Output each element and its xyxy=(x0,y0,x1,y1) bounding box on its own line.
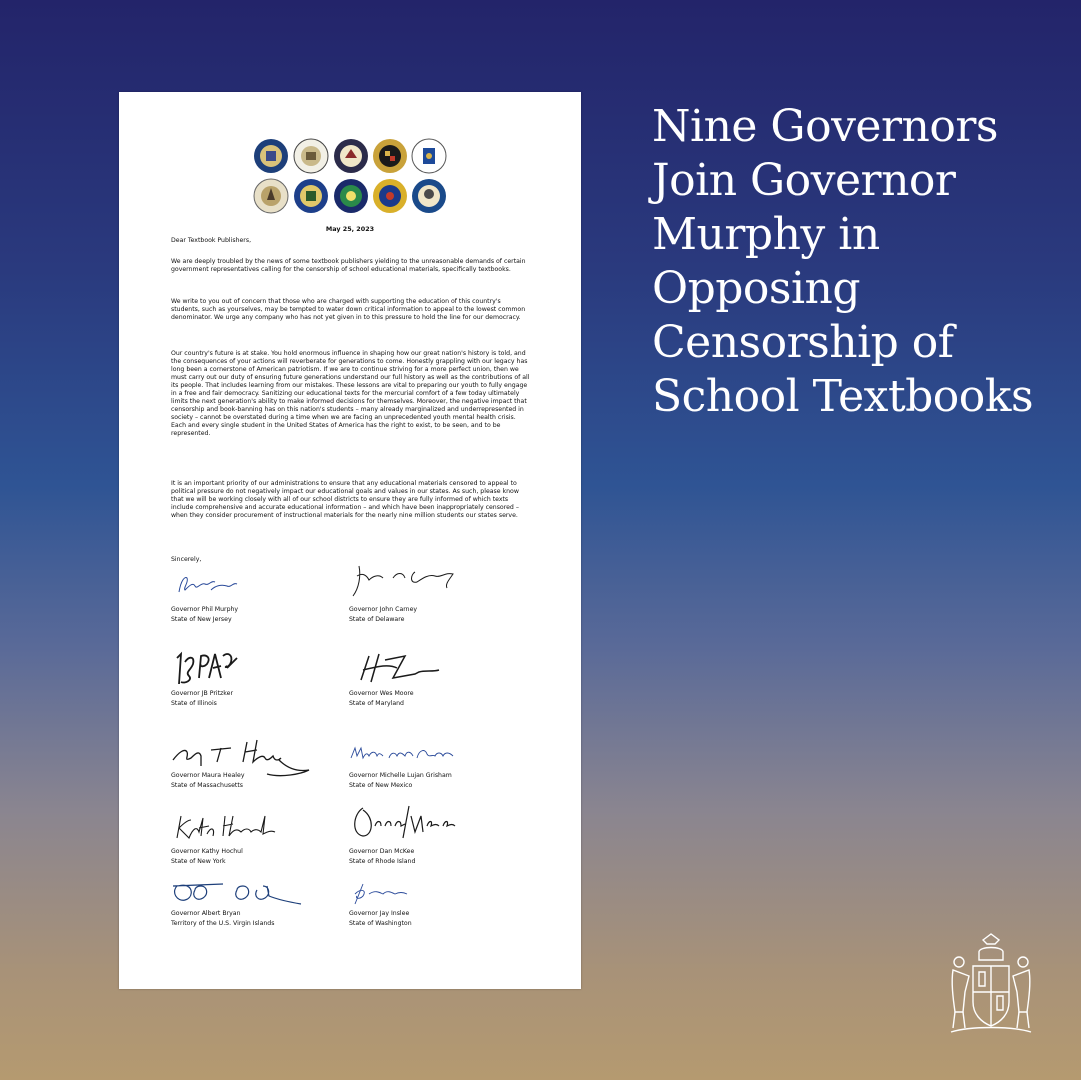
state-seals xyxy=(253,138,447,216)
closing: Sincerely, xyxy=(171,556,202,563)
signatory-state: Territory of the U.S. Virgin Islands xyxy=(171,920,275,927)
signature-pritzker xyxy=(171,648,251,688)
signatory-state: State of Rhode Island xyxy=(349,858,416,865)
signatory-name: Governor Michelle Lujan Grisham xyxy=(349,772,452,779)
signatory-name: Governor JB Pritzker xyxy=(171,690,234,697)
salutation: Dear Textbook Publishers, xyxy=(171,237,252,244)
signatory-state: State of Massachusetts xyxy=(171,782,243,789)
headline: Nine Governors Join Governor Murphy in Opposing Censorship of School Textbooks xyxy=(652,101,1034,422)
signatory-name: Governor Dan McKee xyxy=(349,848,415,855)
signatory-name: Governor Wes Moore xyxy=(349,690,414,697)
massachusetts-seal-icon xyxy=(412,139,446,173)
paragraph-4: It is an important priority of our administrations to ensure that any educational materials censored to appeal to political pressure do not negatively impact our educational goals and values in our states. As such, please know that we will be working closely with all of our school districts to ensure they are fully informed of which texts include comprehensive and accurate educational information – and which have been inappropriately censored – when they consider procurement of instructional materials for the nearly nine million students our states serve. xyxy=(171,480,519,519)
signatory-state: State of Maryland xyxy=(349,700,404,707)
signatory-state: State of New Jersey xyxy=(171,616,232,623)
signatory-state: State of Delaware xyxy=(349,616,405,623)
illinois-seal-icon xyxy=(334,139,368,173)
paragraph-1: We are deeply troubled by the news of some textbook publishers yielding to the unreasonable demands of certain government representatives calling for the censorship of school educational materials, specifically textbooks. xyxy=(171,258,526,273)
rhode-island-seal-icon xyxy=(254,179,288,213)
letter-date: May 25, 2023 xyxy=(325,225,375,233)
signatory-name: Governor John Carney xyxy=(349,606,418,613)
signatory-state: State of Illinois xyxy=(171,700,217,707)
new-york-seal-icon xyxy=(294,179,328,213)
signature-lujan-grisham xyxy=(349,738,459,768)
signature-murphy xyxy=(171,570,251,600)
maryland-seal-icon xyxy=(373,139,407,173)
signatory-name: Governor Kathy Hochul xyxy=(171,848,243,855)
letter-document xyxy=(119,92,581,989)
signatory-name: Governor Phil Murphy xyxy=(171,606,239,613)
signatory-name: Governor Albert Bryan xyxy=(171,910,241,917)
new-jersey-seal-icon xyxy=(254,139,288,173)
signatory-state: State of New Mexico xyxy=(349,782,413,789)
washington-seal-icon xyxy=(412,179,446,213)
signature-hochul xyxy=(171,808,281,844)
signature-inslee xyxy=(349,880,429,910)
delaware-seal-icon xyxy=(294,139,328,173)
signature-moore xyxy=(349,648,449,688)
new-mexico-seal-icon xyxy=(373,179,407,213)
maryland-crest-icon xyxy=(945,932,1037,1042)
signature-carney xyxy=(349,562,459,598)
signature-mckee xyxy=(349,804,459,844)
virgin-islands-seal-icon xyxy=(334,179,368,213)
paragraph-2: We write to you out of concern that those who are charged with supporting the education of this country's students, such as yourselves, may be tempted to water down critical information to appeal to the lowest common denominator. We urge any company who has not yet given in to this pressure to hold the line for our democracy. xyxy=(171,298,526,321)
paragraph-3: Our country's future is at stake. You hold enormous influence in shaping how our great nation's history is told, and the consequences of your actions will reverberate for generations to come. Honestly grappling with our legacy has long been a cornerstone of American patriotism. If we are to continue striving for a more perfect union, then we must carry out our duty of ensuring future generations understand our full history as well as the contributions of all its people. That includes learning from our mistakes. These lessons are vital to preparing our youth to fully engage in a free and fair democracy. Sanitizing our educational texts for the mercurial comfort of a few today ultimately limits the next generation's ability to make informed decisions for themselves. Moreover, the negative impact that censorship and book-banning has on this nation's students – many already marginalized and underrepresented in society – cannot be overstated during a time when we are facing an unprecedented youth mental health crisis. Each and every single student in the United States of America has the right to exist, to be seen, and to be represented. xyxy=(171,350,530,437)
signatory-name: Governor Jay Inslee xyxy=(349,910,410,917)
signatory-state: State of Washington xyxy=(349,920,412,927)
signatory-state: State of New York xyxy=(171,858,226,865)
signature-bryan xyxy=(171,880,311,910)
signatory-name: Governor Maura Healey xyxy=(171,772,245,779)
